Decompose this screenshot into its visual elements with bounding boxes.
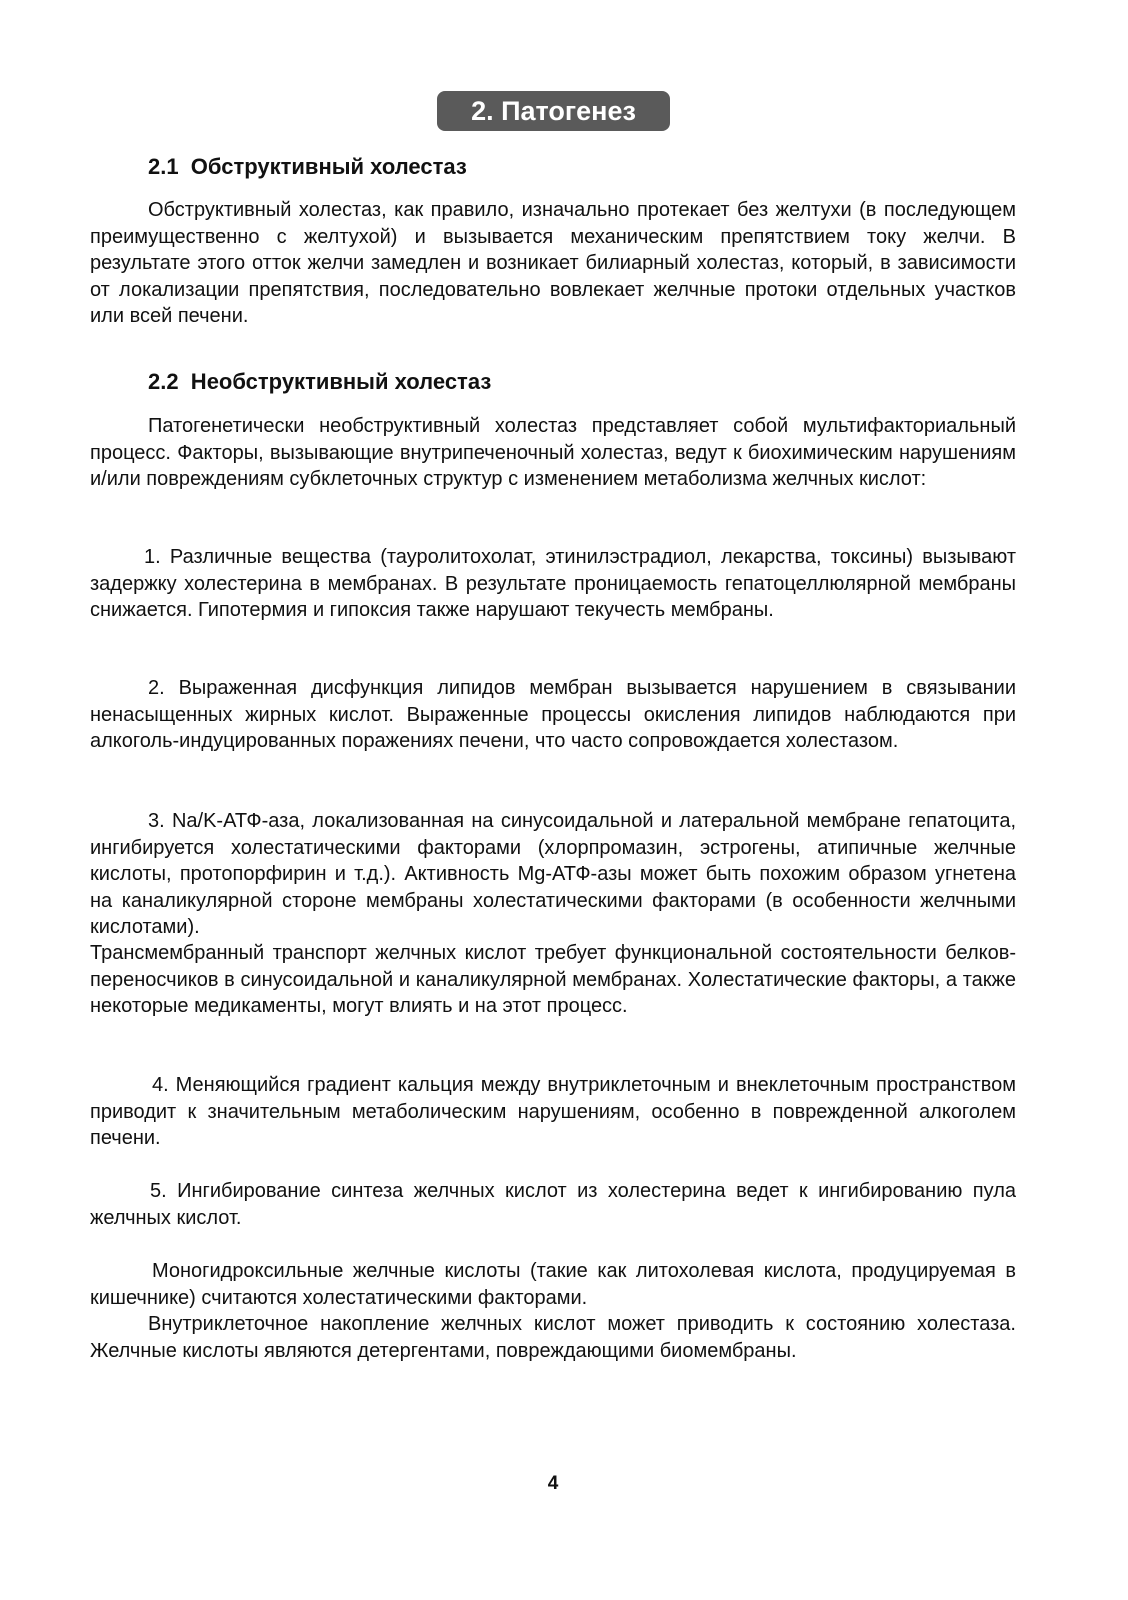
paragraph-monohydroxy: Моногидроксильные желчные кислоты (такие как литохолевая кислота, продуцируемая в кишечнике) считаются холестатическими факторами.: [90, 1260, 1016, 1309]
paragraph-item-4: 4. Меняющийся градиент кальция между внутриклеточным и внеклеточным пространством приводит к значительным метаболическим нарушениям, особенно в поврежденной алкоголем печени.: [90, 1074, 1016, 1149]
chapter-title: 2. Патогенез: [437, 91, 670, 131]
paragraph-transmembrane: Трансмембранный транспорт желчных кислот требует функциональной состоятельности белков-переносчиков в синусоидальной и каналикулярной мембранах. Холестатические факторы, а также некоторые медикаменты, могут влиять и на этот процесс.: [90, 942, 1016, 1017]
paragraph-item-1: 1. Различные вещества (тауролитохолат, этинилэстрадиол, лекарства, токсины) вызывают задержку холестерина в мембранах. В результате проницаемость гепатоцеллюлярной мембраны снижается. Гипотермия и гипоксия также нарушают текучесть мембраны.: [90, 546, 1016, 621]
paragraph-nonobstructive-intro: Патогенетически необструктивный холестаз представляет собой мультифакториальный процесс. Факторы, вызывающие внутрипеченочный холестаз, ведут к биохимическим нарушениям и/или повреждениям субклеточных структур с изменением метаболизма желчных кислот:: [90, 415, 1016, 490]
paragraph-item-5: 5. Ингибирование синтеза желчных кислот из холестерина ведет к ингибированию пула желчных кислот.: [90, 1180, 1016, 1229]
section-heading-2-1: 2.1 Обструктивный холестаз: [148, 154, 467, 179]
paragraph-accumulation: Внутриклеточное накопление желчных кислот может приводить к состоянию холестаза. Желчные кислоты являются детергентами, повреждающими биомембраны.: [90, 1313, 1016, 1362]
page-number: 4: [547, 1473, 559, 1494]
section-heading-2-2: 2.2 Необструктивный холестаз: [148, 369, 492, 394]
document-page: [90, 0, 1016, 1600]
paragraph-item-2: 2. Выраженная дисфункция липидов мембран вызывается нарушением в связывании ненасыщенных жирных кислот. Выраженные процессы окисления липидов наблюдаются при алкоголь-индуцированных поражениях печени, что часто сопровождается холестазом.: [90, 677, 1016, 752]
paragraph-obstructive: Обструктивный холестаз, как правило, изначально протекает без желтухи (в последующем преимущественно с желтухой) и вызывается механическим препятствием току желчи. В результате этого отток желчи замедлен и возникает билиарный холестаз, который, в зависимости от локализации препятствия, последовательно вовлекает желчные протоки отдельных участков или всей печени.: [90, 199, 1016, 327]
paragraph-item-3: 3. Na/K-АТФ-аза, локализованная на синусоидальной и латеральной мембране гепатоцита, ингибируется холестатическими факторами (хлорпромазин, эстрогены, атипичные желчные кислоты, протопорфирин и т.д.). Активность Mg-АТФ-азы может быть похожим образом угнетена на каналикулярной стороне мембраны холестатическими факторами (в особенности желчными кислотами).: [90, 810, 1016, 938]
